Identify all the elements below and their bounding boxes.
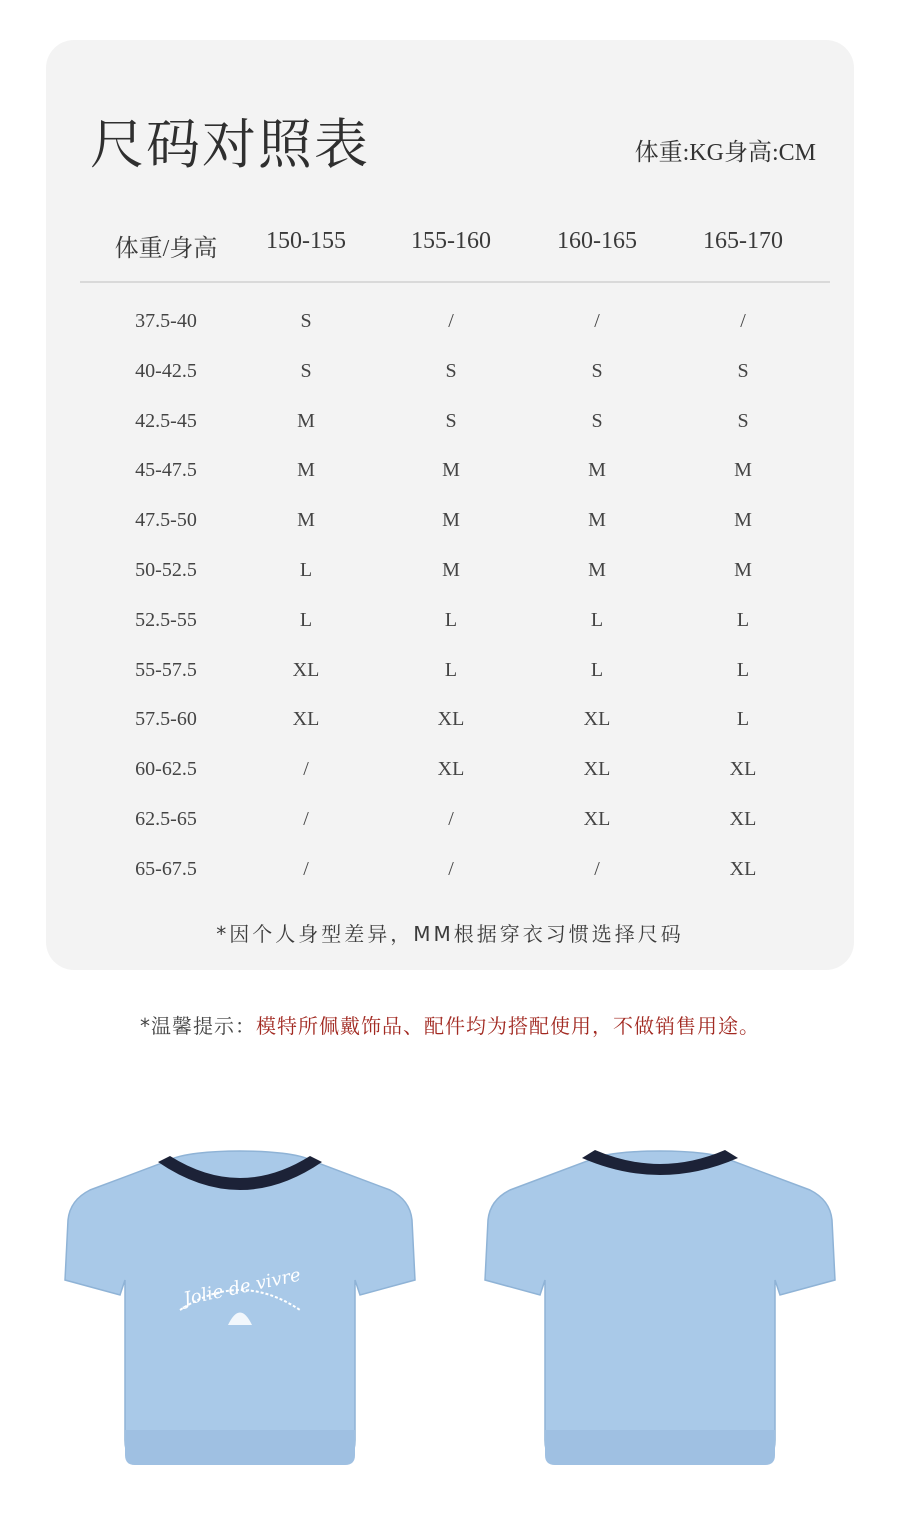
size-cell: S xyxy=(737,359,749,382)
weight-cell: 62.5-65 xyxy=(135,807,197,830)
weight-cell: 50-52.5 xyxy=(135,558,197,581)
size-cell: XL xyxy=(729,758,757,781)
table-row xyxy=(80,800,830,850)
size-cell: S xyxy=(300,359,312,382)
table-header xyxy=(80,228,830,272)
size-cell: S xyxy=(737,409,749,432)
size-cell: M xyxy=(297,409,315,432)
fit-note: *因个人身型差异，MM根据穿衣习惯选择尺码 xyxy=(216,922,684,946)
size-cell: L xyxy=(736,608,750,631)
weight-cell: 37.5-40 xyxy=(135,310,197,332)
table-row xyxy=(80,700,830,750)
size-cell: / xyxy=(448,310,454,332)
table-row xyxy=(80,750,830,800)
size-cell: XL xyxy=(437,758,465,781)
size-cell: S xyxy=(300,310,312,332)
shirt-back-image xyxy=(480,1130,840,1490)
height-header: 160-165 xyxy=(557,228,637,254)
weight-cell: 57.5-60 xyxy=(135,708,197,731)
size-cell: XL xyxy=(583,807,611,830)
weight-cell: 55-57.5 xyxy=(135,658,197,681)
size-cell: XL xyxy=(292,658,320,681)
weight-cell: 45-47.5 xyxy=(135,459,197,482)
size-cell: L xyxy=(299,608,313,631)
size-cell: XL xyxy=(583,758,611,781)
size-cell: / xyxy=(303,857,309,880)
size-cell: / xyxy=(448,807,454,830)
table-row xyxy=(80,451,830,501)
table-row xyxy=(80,551,830,601)
size-cell: L xyxy=(444,658,458,681)
size-cell: XL xyxy=(729,807,757,830)
shirt-front-image xyxy=(60,1130,420,1490)
size-cell: S xyxy=(591,409,603,432)
size-cell: L xyxy=(590,658,604,681)
size-chart-card xyxy=(46,40,854,970)
table-row xyxy=(80,850,830,900)
size-cell: S xyxy=(445,359,457,382)
size-cell: XL xyxy=(583,708,611,731)
size-cell: / xyxy=(303,758,309,781)
size-cell: M xyxy=(734,558,752,581)
size-cell: M xyxy=(297,509,315,532)
size-cell: XL xyxy=(292,708,320,731)
table-row xyxy=(80,501,830,551)
size-cell: M xyxy=(588,509,606,532)
size-cell: L xyxy=(736,658,750,681)
table-row xyxy=(80,352,830,402)
height-header: 155-160 xyxy=(411,228,491,254)
size-cell: / xyxy=(594,310,600,332)
tip-prefix: *温馨提示： xyxy=(140,1014,256,1038)
table-row xyxy=(80,601,830,651)
size-cell: L xyxy=(299,558,313,581)
weight-cell: 52.5-55 xyxy=(135,608,197,631)
weight-cell: 47.5-50 xyxy=(135,509,197,532)
size-cell: / xyxy=(303,807,309,830)
size-cell: / xyxy=(594,857,600,880)
size-cell: / xyxy=(448,857,454,880)
weight-cell: 65-67.5 xyxy=(135,857,197,880)
size-cell: M xyxy=(442,509,460,532)
size-cell: M xyxy=(734,509,752,532)
size-cell: S xyxy=(591,359,603,382)
header-divider xyxy=(80,281,830,283)
height-header: 150-155 xyxy=(266,228,346,254)
weight-cell: 60-62.5 xyxy=(135,758,197,781)
table-row xyxy=(80,302,830,352)
size-cell: / xyxy=(740,310,746,332)
tip-body: 模特所佩戴饰品、配件均为搭配使用，不做销售用途。 xyxy=(256,1014,760,1038)
size-cell: M xyxy=(442,459,460,482)
size-cell: XL xyxy=(729,857,757,880)
weight-cell: 42.5-45 xyxy=(135,409,197,432)
height-header: 165-170 xyxy=(703,228,783,254)
shirt-print-text: Jolie de vivre xyxy=(181,1264,303,1310)
table-row xyxy=(80,651,830,701)
size-cell: L xyxy=(444,608,458,631)
size-cell: M xyxy=(297,459,315,482)
size-cell: M xyxy=(442,558,460,581)
size-cell: M xyxy=(734,459,752,482)
weight-cell: 40-42.5 xyxy=(135,359,197,382)
size-cell: L xyxy=(736,708,750,731)
size-table-body xyxy=(80,302,830,900)
table-row xyxy=(80,402,830,452)
size-cell: L xyxy=(590,608,604,631)
page-title: 尺码对照表 xyxy=(90,113,370,176)
size-cell: M xyxy=(588,459,606,482)
unit-note: 体重:KG身高:CM xyxy=(634,140,816,166)
warm-tip xyxy=(0,1010,900,1039)
size-cell: XL xyxy=(437,708,465,731)
corner-header: 体重/身高 xyxy=(114,236,218,262)
size-cell: M xyxy=(588,558,606,581)
size-cell: S xyxy=(445,409,457,432)
